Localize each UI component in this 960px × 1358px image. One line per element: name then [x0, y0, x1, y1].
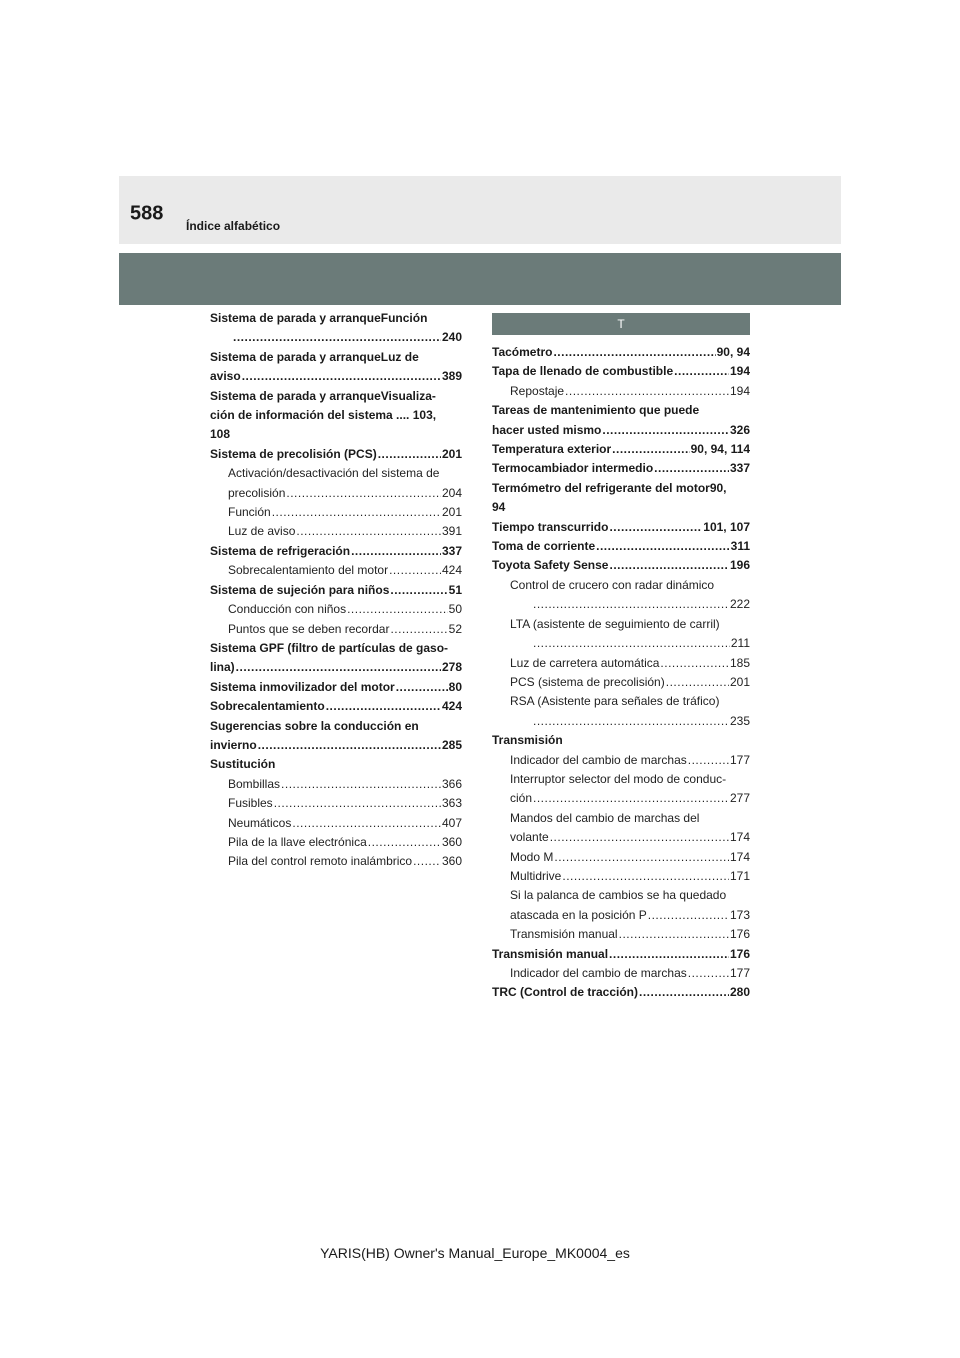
- entry-term: Indicador del cambio de marchas: [510, 752, 687, 767]
- dot-leader: [609, 556, 728, 575]
- entry-term: Conducción con niños: [228, 602, 347, 617]
- index-subentry: [492, 751, 750, 770]
- index-entry: [210, 678, 462, 697]
- entry-term: Sobrecalentamiento: [210, 699, 325, 714]
- index-subentry: [210, 852, 462, 871]
- page-reference: 360: [441, 834, 462, 849]
- index-entry: [210, 639, 462, 678]
- entry-term: Bombillas: [228, 776, 281, 791]
- page-reference: 366: [441, 776, 462, 791]
- entry-term: precolisión: [228, 485, 286, 500]
- entry-term: Modo M: [510, 849, 554, 864]
- dot-leader: [368, 833, 441, 852]
- index-subentry: [492, 886, 750, 925]
- dot-leader: [296, 522, 441, 541]
- dot-leader: [242, 367, 441, 386]
- page-reference: 337: [441, 543, 462, 558]
- page-reference: 50: [448, 602, 462, 617]
- entry-term: Neumáticos: [228, 815, 292, 830]
- page-reference: 222: [729, 597, 750, 612]
- dot-leader: [533, 789, 729, 808]
- entry-term: Sobrecalentamiento del motor: [228, 563, 389, 578]
- page-reference: 389: [441, 369, 462, 384]
- entry-term: Función: [228, 505, 271, 520]
- index-subentry: [492, 770, 750, 809]
- index-subentry: [492, 964, 750, 983]
- dot-leader: [612, 440, 689, 459]
- entry-term: Fusibles: [228, 796, 273, 811]
- page-reference: 196: [729, 558, 750, 573]
- index-subentry: [492, 692, 750, 731]
- page-reference: 52: [448, 621, 462, 636]
- index-subentry: [492, 925, 750, 944]
- index-entry: [492, 401, 750, 440]
- dot-leader: [281, 775, 441, 794]
- index-subentry: [492, 576, 750, 615]
- page-reference: 311: [730, 539, 750, 554]
- entry-term: Toma de corriente: [492, 539, 596, 554]
- page-reference: 174: [729, 849, 750, 864]
- index-entry: [210, 581, 462, 600]
- entry-text-line: Control de crucero con radar dinámico: [510, 577, 715, 592]
- entry-term: Pila de la llave electrónica: [228, 834, 367, 849]
- entry-term: Pila del control remoto inalámbrico: [228, 854, 413, 869]
- index-subentry: [492, 382, 750, 401]
- index-entry: [210, 717, 462, 756]
- page-reference: 171: [729, 868, 750, 883]
- entry-text-line: ción de información del sistema .... 103,: [210, 408, 437, 423]
- dot-leader: [533, 712, 729, 731]
- page-reference: 326: [729, 422, 750, 437]
- entry-term: Sistema de precolisión (PCS): [210, 446, 377, 461]
- dot-leader: [286, 484, 441, 503]
- page-reference: 101, 107: [703, 519, 750, 534]
- dot-leader: [396, 678, 448, 697]
- dot-leader: [609, 945, 729, 964]
- page-reference: 51: [448, 582, 462, 597]
- page-reference: 80: [448, 679, 462, 694]
- index-list-right: [492, 343, 750, 1003]
- entry-text-line: Sistema de parada y arranqueFunción: [210, 311, 428, 325]
- dot-leader: [326, 697, 441, 716]
- page-reference: 285: [441, 737, 462, 752]
- entry-text-line: Sugerencias sobre la conducción en: [210, 718, 419, 733]
- index-subentry: [492, 867, 750, 886]
- dot-leader: [389, 561, 441, 580]
- page-reference: 280: [729, 985, 750, 1000]
- page-reference: 173: [729, 907, 750, 922]
- page-reference: 201: [441, 446, 462, 461]
- index-entry: [492, 731, 750, 750]
- page-reference: 278: [441, 660, 462, 675]
- dot-leader: [413, 852, 441, 871]
- entry-term: Sistema de sujeción para niños: [210, 582, 390, 597]
- entry-term: Multidrive: [510, 868, 562, 883]
- entry-term: Sistema inmovilizador del motor: [210, 679, 395, 694]
- dot-leader: [639, 983, 729, 1002]
- index-entry: [210, 542, 462, 561]
- entry-term: volante: [510, 830, 549, 845]
- entry-text-line: Mandos del cambio de marchas del: [510, 810, 700, 825]
- index-subentry: [210, 600, 462, 619]
- entry-term: Luz de carretera automática: [510, 655, 660, 670]
- entry-term: ción: [510, 791, 533, 806]
- entry-term: Indicador del cambio de marchas: [510, 966, 687, 980]
- entry-term: Transmisión manual: [510, 927, 618, 942]
- entry-text-line: Interruptor selector del modo de conduc-: [510, 771, 727, 786]
- entry-term: TRC (Control de tracción): [492, 985, 638, 1000]
- entry-text-line: Transmisión: [492, 733, 563, 748]
- entry-term: atascada en la posición P: [510, 907, 647, 922]
- dot-leader: [272, 503, 441, 522]
- entry-term: Tacómetro: [492, 345, 553, 359]
- entry-term: hacer usted mismo: [492, 422, 602, 437]
- entry-text-line: Si la palanca de cambios se ha quedado: [510, 888, 727, 903]
- entry-term: Sistema de refrigeración: [210, 543, 351, 558]
- section-title: Índice alfabético: [186, 219, 281, 233]
- index-column-left: [210, 309, 462, 872]
- entry-text-line: 108: [210, 427, 231, 442]
- entry-term: Repostaje: [510, 383, 565, 398]
- entry-term: Tapa de llenado de combustible: [492, 364, 674, 379]
- page-reference: 194: [729, 383, 750, 398]
- entry-text-line: LTA (asistente de seguimiento de carril): [510, 616, 720, 631]
- dot-leader: [550, 828, 729, 847]
- footer-manual-id: YARIS(HB) Owner's Manual_Europe_MK0004_es: [320, 1245, 630, 1261]
- index-entry: [492, 556, 750, 575]
- index-entry: [492, 459, 750, 478]
- dot-leader: [347, 600, 448, 619]
- dot-leader: [688, 964, 729, 983]
- entry-term: Luz de aviso: [228, 524, 296, 539]
- index-entry: [492, 983, 750, 1002]
- page-reference: 240: [441, 330, 462, 345]
- page-reference: 174: [729, 830, 750, 845]
- dot-leader: [351, 542, 441, 561]
- page-reference: 360: [441, 854, 462, 869]
- entry-term: PCS (sistema de precolisión): [510, 674, 665, 689]
- entry-term: Temperatura exterior: [492, 442, 612, 457]
- dot-leader: [609, 518, 702, 537]
- page-reference: 176: [729, 927, 750, 942]
- index-entry: [492, 518, 750, 537]
- entry-text-line: RSA (Asistente para señales de tráfico): [510, 694, 720, 709]
- entry-text-line: Sistema GPF (filtro de partículas de gaso-: [210, 640, 449, 655]
- entry-term: aviso: [210, 369, 241, 384]
- entry-text-line: Activación/desactivación del sistema de: [228, 466, 440, 481]
- entry-text-line: Termómetro del refrigerante del motor90,: [492, 480, 727, 495]
- index-subentry: [492, 654, 750, 673]
- index-column-right: [492, 309, 750, 1003]
- dot-leader: [688, 751, 729, 770]
- index-entry: [492, 362, 750, 381]
- dot-leader: [654, 459, 729, 478]
- dot-leader: [602, 421, 729, 440]
- page-reference: 90, 94: [716, 345, 750, 359]
- dot-leader: [666, 673, 729, 692]
- index-subentry: [492, 673, 750, 692]
- entry-term: Toyota Safety Sense: [492, 558, 609, 573]
- index-subentry: [210, 833, 462, 852]
- dot-leader: [292, 814, 441, 833]
- dot-leader: [236, 658, 441, 677]
- index-subentry: [492, 809, 750, 848]
- page-reference: 194: [729, 364, 750, 379]
- dot-leader: [596, 537, 730, 556]
- entry-text-line: Tareas de mantenimiento que puede: [492, 403, 700, 418]
- page-reference: 176: [729, 946, 750, 961]
- page-reference: 177: [729, 966, 750, 980]
- dot-leader: [553, 343, 715, 362]
- entry-term: invierno: [210, 737, 257, 752]
- index-subentry: [210, 814, 462, 833]
- index-subentry: [492, 848, 750, 867]
- entry-term: Tiempo transcurrido: [492, 519, 609, 534]
- index-subentry: [210, 794, 462, 813]
- page-reference: 201: [441, 505, 462, 520]
- page-reference: 391: [441, 524, 462, 539]
- entry-term: Termocambiador intermedio: [492, 461, 654, 476]
- dot-leader: [648, 906, 729, 925]
- entry-text-line: Sustitución: [210, 757, 276, 772]
- page-reference: 201: [729, 674, 750, 689]
- index-subentry: [210, 464, 462, 503]
- dot-leader: [233, 328, 441, 347]
- entry-text-line: 94: [492, 500, 506, 515]
- index-entry: [492, 945, 750, 964]
- page-reference: 204: [441, 485, 462, 500]
- index-subentry: [210, 775, 462, 794]
- index-entry: [492, 537, 750, 556]
- index-entry: [210, 755, 462, 774]
- entry-term: Puntos que se deben recordar: [228, 621, 390, 636]
- index-subentry: [492, 615, 750, 654]
- page-reference: 277: [729, 791, 750, 806]
- index-entry: [210, 445, 462, 464]
- entry-text-line: Sistema de parada y arranqueLuz de: [210, 349, 419, 364]
- entry-term: Transmisión manual: [492, 946, 609, 961]
- dot-leader: [660, 654, 729, 673]
- entry-term: lina): [210, 660, 235, 675]
- page-reference: 211: [730, 636, 750, 651]
- dot-leader: [565, 382, 729, 401]
- index-entry: [210, 697, 462, 716]
- dot-leader: [258, 736, 441, 755]
- page-reference: 90, 94, 114: [690, 442, 750, 457]
- page-reference: 177: [729, 752, 750, 767]
- page-number: 588: [130, 202, 164, 225]
- index-entry: [210, 348, 462, 387]
- dot-leader: [390, 620, 447, 639]
- dot-leader: [378, 445, 441, 464]
- index-entry: [492, 343, 750, 362]
- page-reference: 337: [729, 461, 750, 476]
- dot-leader: [274, 794, 441, 813]
- entry-text-line: Sistema de parada y arranqueVisualiza-: [210, 388, 436, 403]
- index-subentry: [210, 522, 462, 541]
- page-reference: 424: [441, 563, 462, 578]
- letter-heading: T: [492, 313, 750, 335]
- index-entry: [210, 309, 462, 348]
- index-entry: [492, 440, 750, 459]
- index-subentry: [210, 561, 462, 580]
- header-band: [119, 176, 841, 244]
- page-reference: 424: [441, 699, 462, 714]
- dot-leader: [674, 362, 729, 381]
- page-reference: 407: [441, 815, 462, 830]
- section-band: [119, 253, 841, 305]
- page-reference: 235: [729, 713, 750, 728]
- dot-leader: [619, 925, 729, 944]
- page-reference: 363: [441, 796, 462, 811]
- index-entry: [210, 387, 462, 445]
- page-reference: 185: [729, 655, 750, 670]
- dot-leader: [554, 848, 729, 867]
- dot-leader: [533, 595, 729, 614]
- index-subentry: [210, 503, 462, 522]
- dot-leader: [533, 634, 730, 653]
- index-subentry: [210, 620, 462, 639]
- dot-leader: [390, 581, 447, 600]
- index-entry: [492, 479, 750, 518]
- dot-leader: [562, 867, 729, 886]
